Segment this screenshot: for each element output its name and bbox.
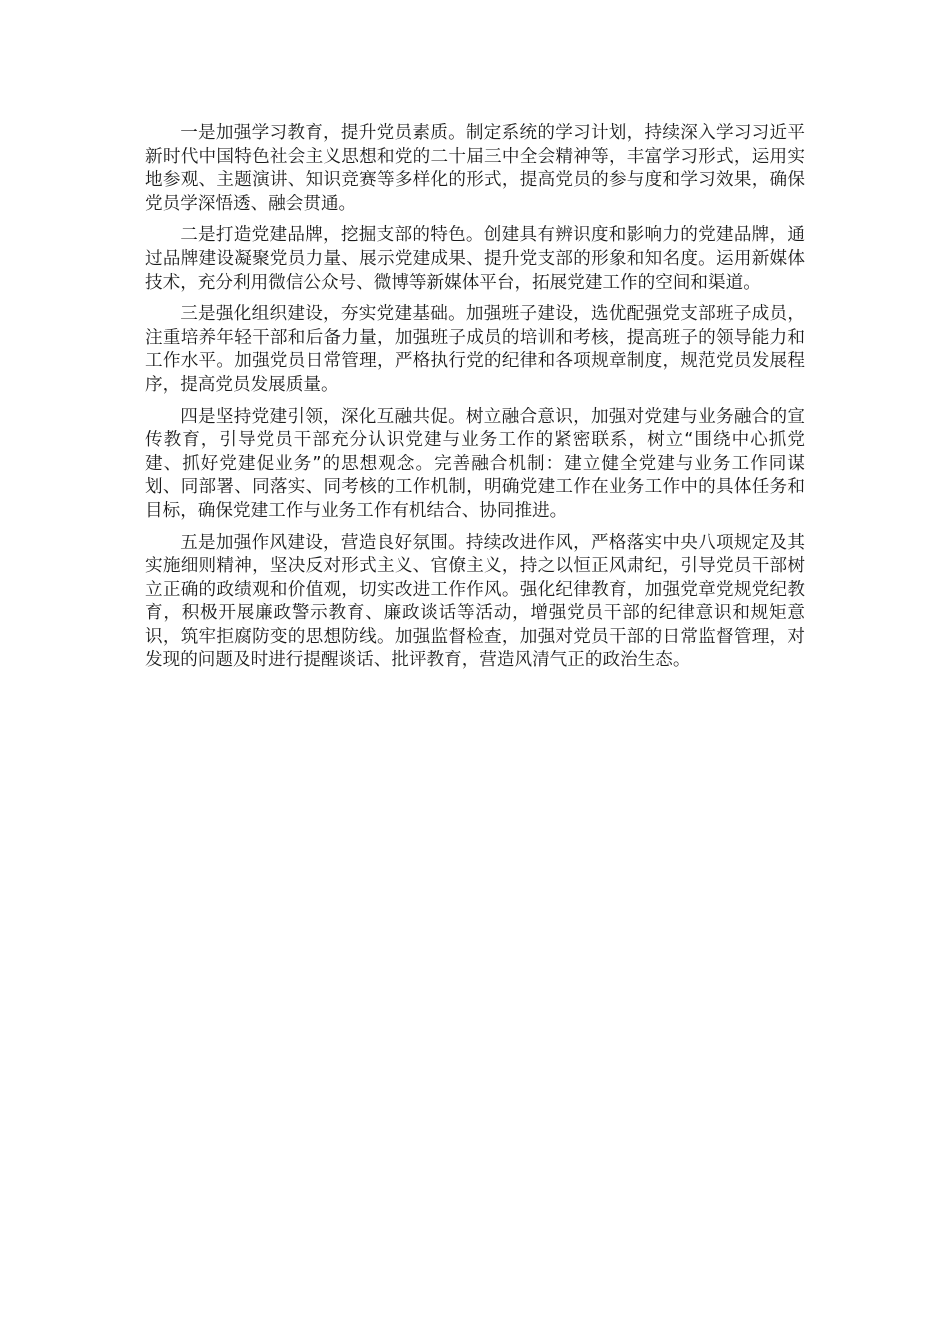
document-body <box>145 122 805 681</box>
paragraph-2: 二是打造党建品牌，挖掘支部的特色。创建具有辨识度和影响力的党建品牌，通过品牌建设凝聚党员力量、展示党建成果、提升党支部的形象和知名度。运用新媒体技术，充分利用微信公众号、微博等新媒体平台，拓展党建工作的空间和渠道。 <box>145 225 805 293</box>
paragraph-5: 五是加强作风建设，营造良好氛围。持续改进作风，严格落实中央八项规定及其实施细则精神，坚决反对形式主义、官僚主义，持之以恒正风肃纪，引导党员干部树立正确的政绩观和价值观，切实改进工作作风。强化纪律教育，加强党章党规党纪教育，积极开展廉政警示教育、廉政谈话等活动，增强党员干部的纪律意识和规矩意识，筑牢拒腐防变的思想防线。加强监督检查，加强对党员干部的日常监督管理，对发现的问题及时进行提醒谈话、批评教育，营造风清气正的政治生态。 <box>145 532 805 671</box>
paragraph-3: 三是强化组织建设，夯实党建基础。加强班子建设，选优配强党支部班子成员，注重培养年轻干部和后备力量，加强班子成员的培训和考核，提高班子的领导能力和工作水平。加强党员日常管理，严格执行党的纪律和各项规章制度，规范党员发展程序，提高党员发展质量。 <box>145 304 805 395</box>
paragraph-1: 一是加强学习教育，提升党员素质。制定系统的学习计划，持续深入学习习近平新时代中国特色社会主义思想和党的二十届三中全会精神等，丰富学习形式，运用实地参观、主题演讲、知识竞赛等多样化的形式，提高党员的参与度和学习效果，确保党员学深悟透、融会贯通。 <box>145 123 805 214</box>
paragraph-4: 四是坚持党建引领，深化互融共促。树立融合意识，加强对党建与业务融合的宣传教育，引导党员干部充分认识党建与业务工作的紧密联系，树立“围绕中心抓党建、抓好党建促业务”的思想观念。完善融合机制：建立健全党建与业务工作同谋划、同部署、同落实、同考核的工作机制，明确党建工作在业务工作中的具体任务和目标，确保党建工作与业务工作有机结合、协同推进。 <box>145 406 805 521</box>
